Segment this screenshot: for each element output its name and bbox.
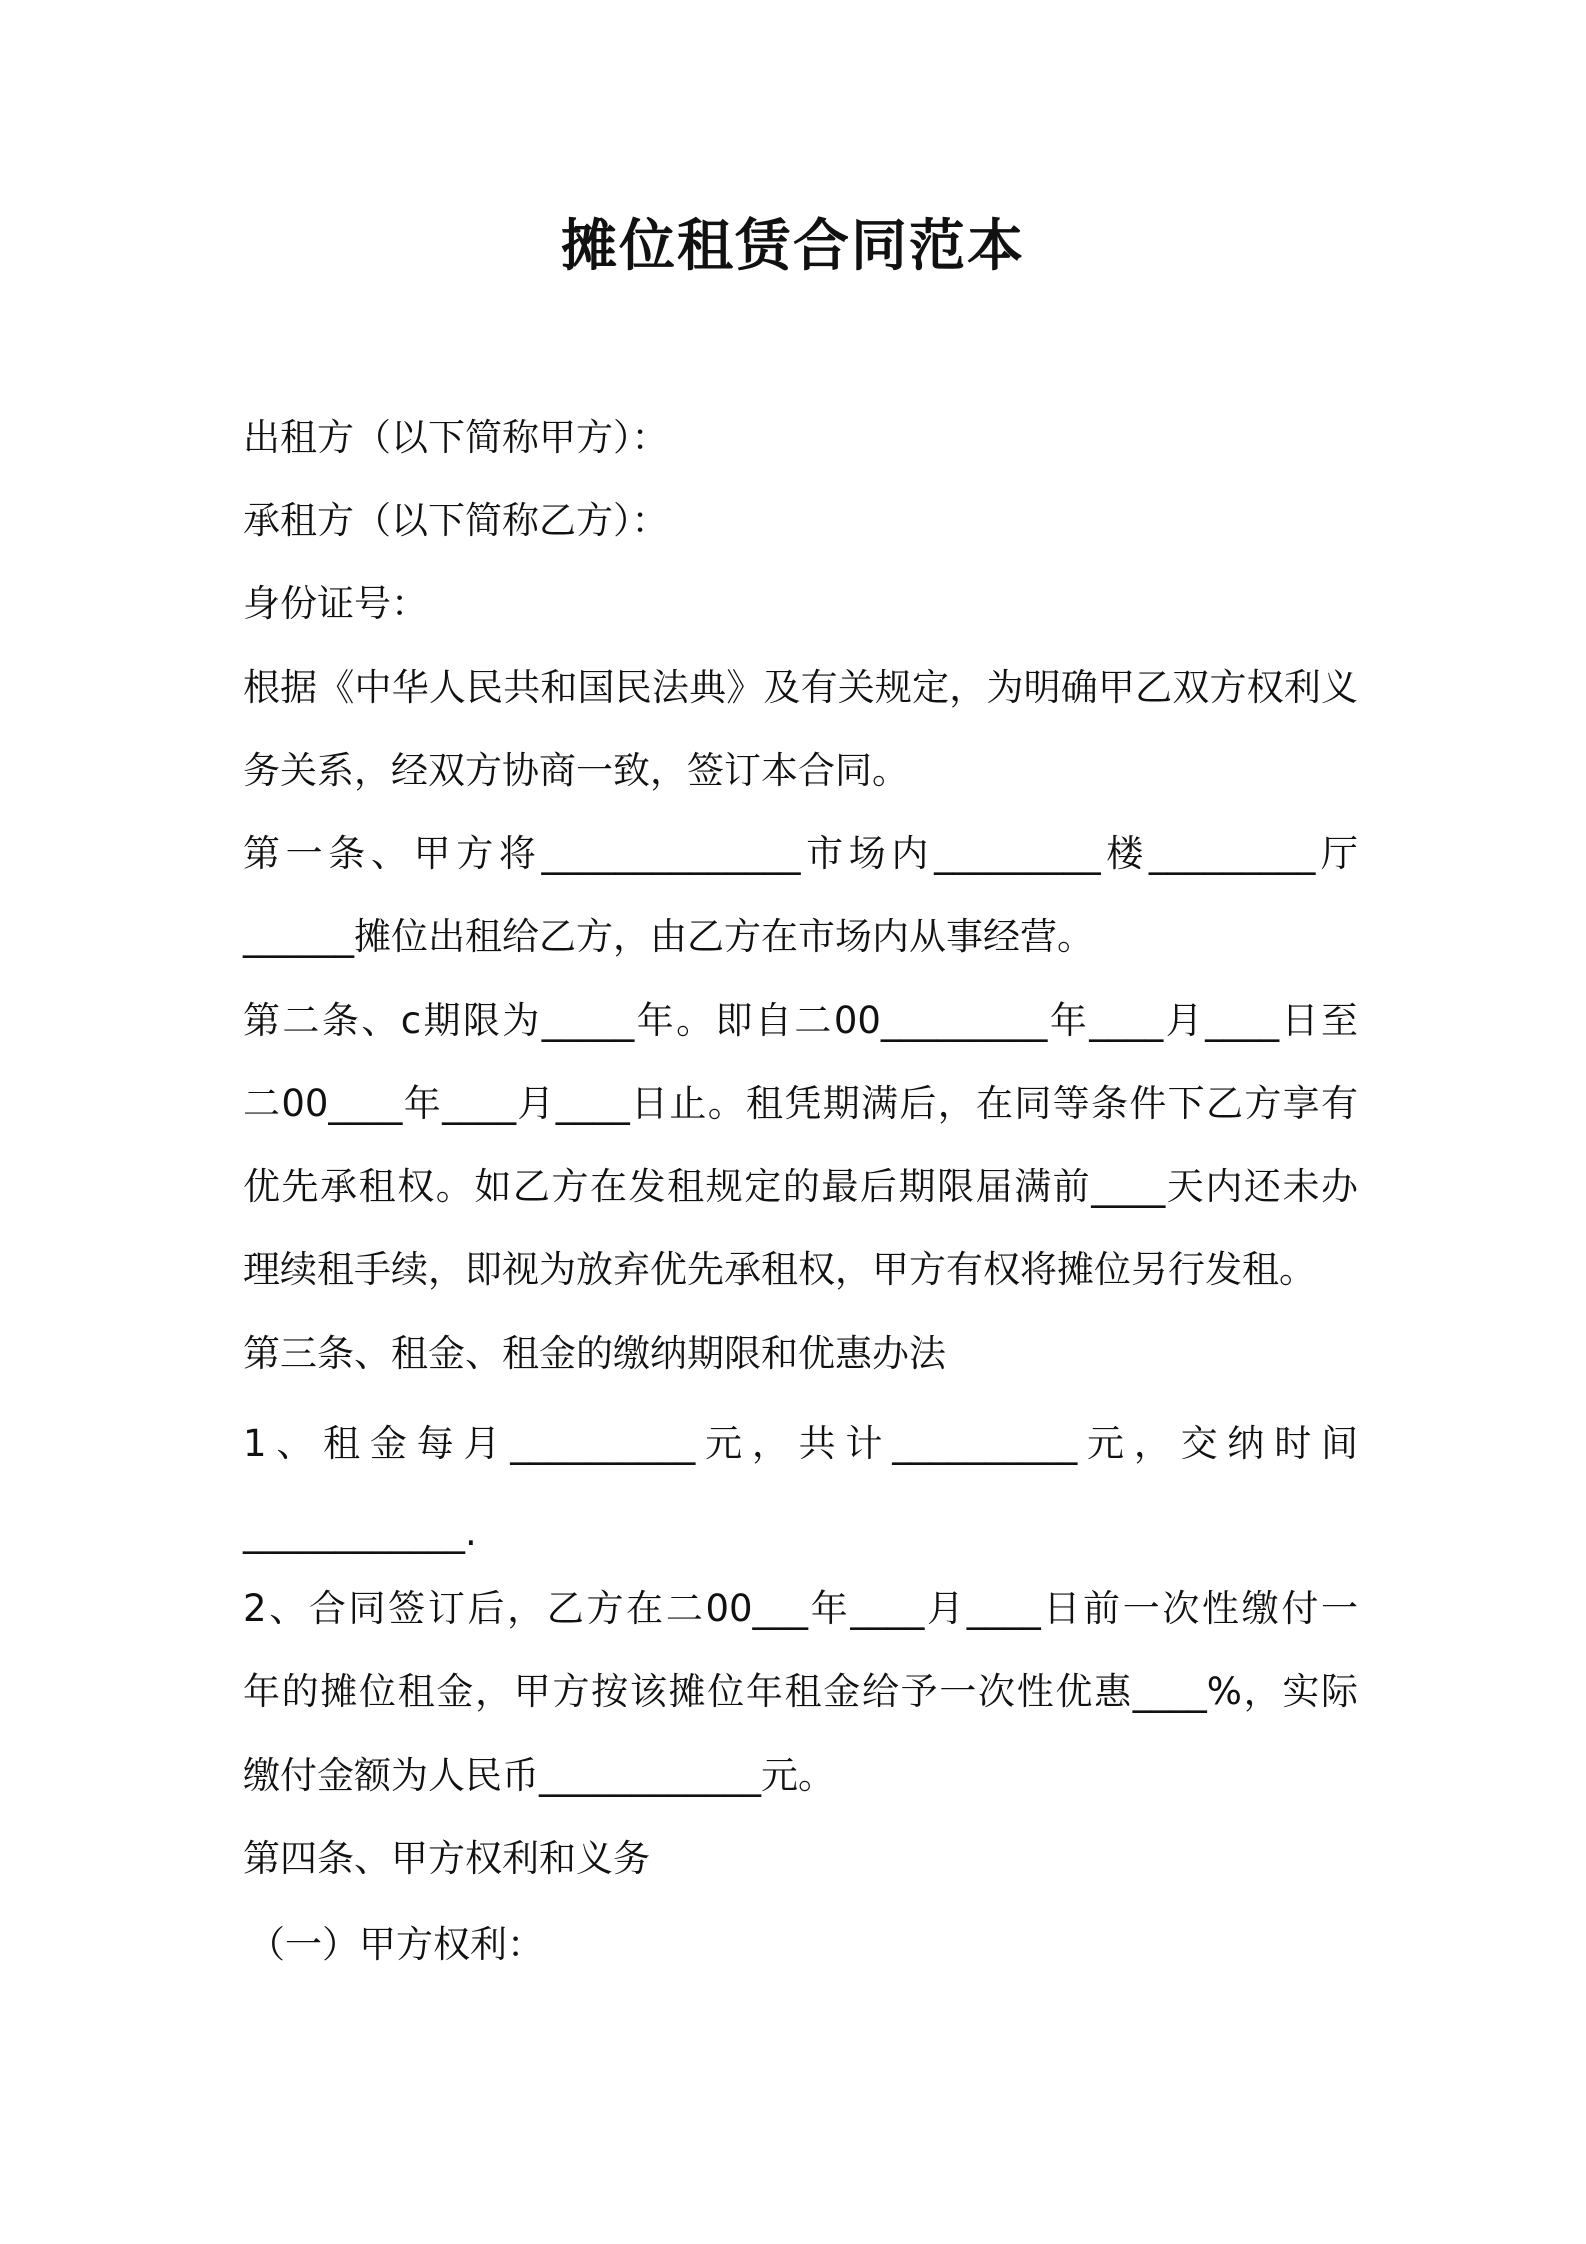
lessor-rights-heading: （一）甲方权利： [248, 1923, 544, 1966]
article-3-item-2-line-3: 缴付金额为人民币____________元。 [243, 1754, 835, 1797]
article-2-line-2: 二00____年____月____日止。租凭期满后，在同等条件下乙方享有 [243, 1082, 1358, 1125]
article-2-line-4: 理续租手续，即视为放弃优先承租权，甲方有权将摊位另行发租。 [243, 1248, 1316, 1291]
article-3-item-2-line-1: 2、合同签订后，乙方在二00___年____月____日前一次性缴付一 [243, 1587, 1358, 1630]
preamble-line-1: 根据《中华人民共和国民法典》及有关规定，为明确甲乙双方权利义 [243, 666, 1358, 709]
article-3-heading: 第三条、租金、租金的缴纳期限和优惠办法 [243, 1332, 946, 1375]
article-2-line-3: 优先承租权。如乙方在发租规定的最后期限届满前____天内还未办 [243, 1165, 1358, 1208]
document-title: 摊位租赁合同范本 [561, 214, 1025, 279]
lessor-line: 出租方（以下简称甲方）： [243, 416, 669, 459]
article-3-item-1-line-2: ____________. [243, 1511, 477, 1554]
article-4-heading: 第四条、甲方权利和义务 [243, 1837, 650, 1880]
id-number-line: 身份证号： [243, 582, 428, 625]
lessee-line: 承租方（以下简称乙方）： [243, 499, 669, 542]
article-3-item-2-line-2: 年的摊位租金，甲方按该摊位年租金给予一次性优惠____%，实际 [243, 1670, 1358, 1713]
article-3-item-1-line-1: 1、租金每月__________元，共计__________元，交纳时间 [243, 1422, 1358, 1465]
article-2-line-1: 第二条、c期限为_____年。即自二00_________年____月____日至 [243, 999, 1358, 1042]
preamble-line-2: 务关系，经双方协商一致，签订本合同。 [243, 749, 909, 792]
article-1-line-1: 第一条、甲方将______________市场内_________楼_________厅 [243, 832, 1358, 875]
article-1-line-2: ______摊位出租给乙方，由乙方在市场内从事经营。 [243, 915, 1094, 958]
